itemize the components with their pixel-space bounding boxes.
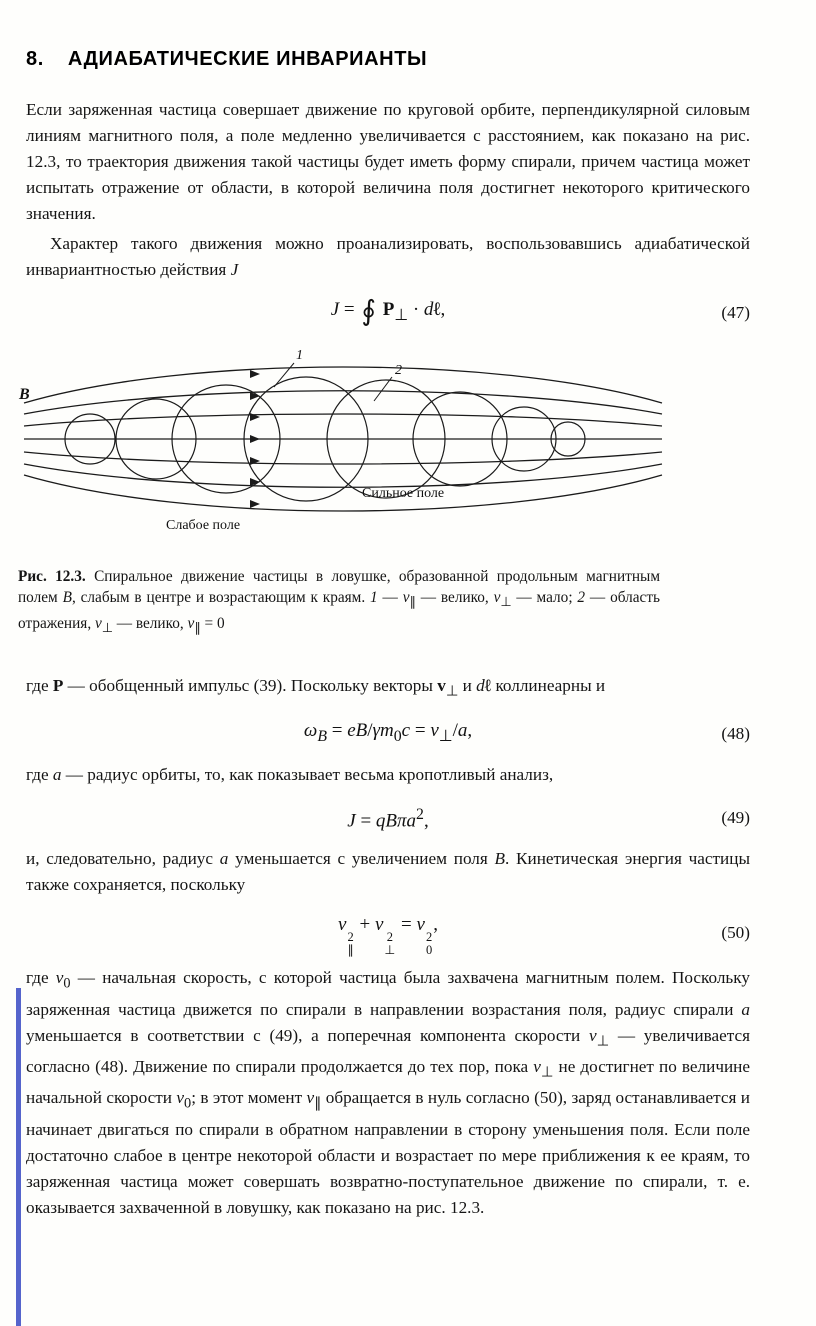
section-heading: [26, 48, 750, 71]
paragraph-generalized-momentum: где P — обобщенный импульс (39). Поскольку векторы $v_\perp$ и dℓ коллинеарны и: [26, 675, 606, 700]
figure-callout-2: 2: [395, 362, 402, 378]
paragraph-orbit-radius: где a — радиус орбиты, то, как показывает весьма кропотливый анализ,: [26, 765, 554, 785]
equation-48-number: (48): [721, 724, 750, 744]
paragraph-intro: Если заряженная частица совершает движение по круговой орбите, перпендикулярной силовым линиям магнитного поля, а поле медленно увеличивается с расстоянием, как показано на рис. 12.3, то траектория движения такой частицы будет иметь форму спирали, причем частица может испытать отражение от области, в которой величина поля достигнет некоторого критического значения.: [26, 100, 750, 223]
figure-12-3-drawing: [18, 345, 668, 543]
equation-49-number: (49): [721, 808, 750, 828]
callout-pointers: [274, 363, 392, 401]
equation-50-body: v 2 ∥ + v 2 ⊥ = v 2 0 ,: [338, 914, 438, 958]
equation-47: [26, 293, 750, 333]
figure-caption-text: Спиральное движение частицы в ловушке, образованной продольным магнитным полем B, слабым в центре и возрастающим к краям. 1 — $v_\parallel$ — велико, $v_\perp$ — мало; 2 — область отражения, $v_\perp$ — велико, $v_\parallel = 0$: [18, 567, 661, 635]
figure-caption-label: Рис. 12.3.: [18, 567, 86, 585]
scan-artifact-blue-stripe: [16, 988, 21, 1326]
figure-label-b: B: [19, 385, 30, 403]
equation-47-number: (47): [721, 302, 750, 322]
equation-50: [26, 908, 750, 957]
equation-49-body: J = qBπa$^2$,: [347, 806, 429, 832]
section-number: 8.: [26, 48, 44, 70]
equation-47-body: J = ∮ $P_\perp$ · dℓ,: [330, 294, 446, 327]
paragraph-radius-decreases: и, следовательно, радиус a уменьшается с увеличением поля B. Кинетическая энергия частицы также сохраняется, поскольку: [26, 849, 750, 895]
section-title: АДИАБАТИЧЕСКИЕ ИНВАРИАНТЫ: [67, 48, 428, 70]
figure-12-3: [18, 345, 750, 639]
figure-label-strong-field: Сильное поле: [362, 485, 445, 501]
equation-49: [26, 798, 750, 838]
equation-48-body: $\omega_B = eB/\gamma m_0c = v_\perp/a$,: [303, 720, 473, 746]
paragraph-conclusion: где $v_0$ — начальная скорость, с которой частица была захвачена магнитным полем. Поскольку заряженная частица движется по спирали в направлении возрастания поля, радиус спирали a уменьшается в соответствии с (49), а поперечная компонента скорости $v_\perp$ — увеличивается согласно (48). Движение по спирали продолжается до тех пор, пока $v_\perp$ не достигнет по величине начальной скорости $v_0$; в этот момент $v_\parallel$ обращается в нуль согласно (50), заряд останавливается и начинает двигаться по спирали в обратном направлении в сторону уменьшения поля. Если поле достаточно слабое в центре некоторой области и возрастает по мере приближения к ее краям, то заряженная частица может совершать возвратно-поступательное движение по спирали, т. е. оказывается захваченной в ловушку, как показано на рис. 12.3.: [26, 968, 751, 1217]
equation-48: [26, 714, 750, 754]
paragraph-character-of-motion: Характер такого движения можно проанализировать, воспользовавшись адиабатической инвариантностью действия J: [26, 234, 750, 279]
figure-callout-1: 1: [296, 347, 303, 363]
figure-caption: [18, 566, 660, 639]
figure-label-weak-field: Слабое поле: [166, 517, 241, 533]
equation-50-number: (50): [721, 922, 750, 942]
field-line-arrows: [250, 370, 260, 508]
